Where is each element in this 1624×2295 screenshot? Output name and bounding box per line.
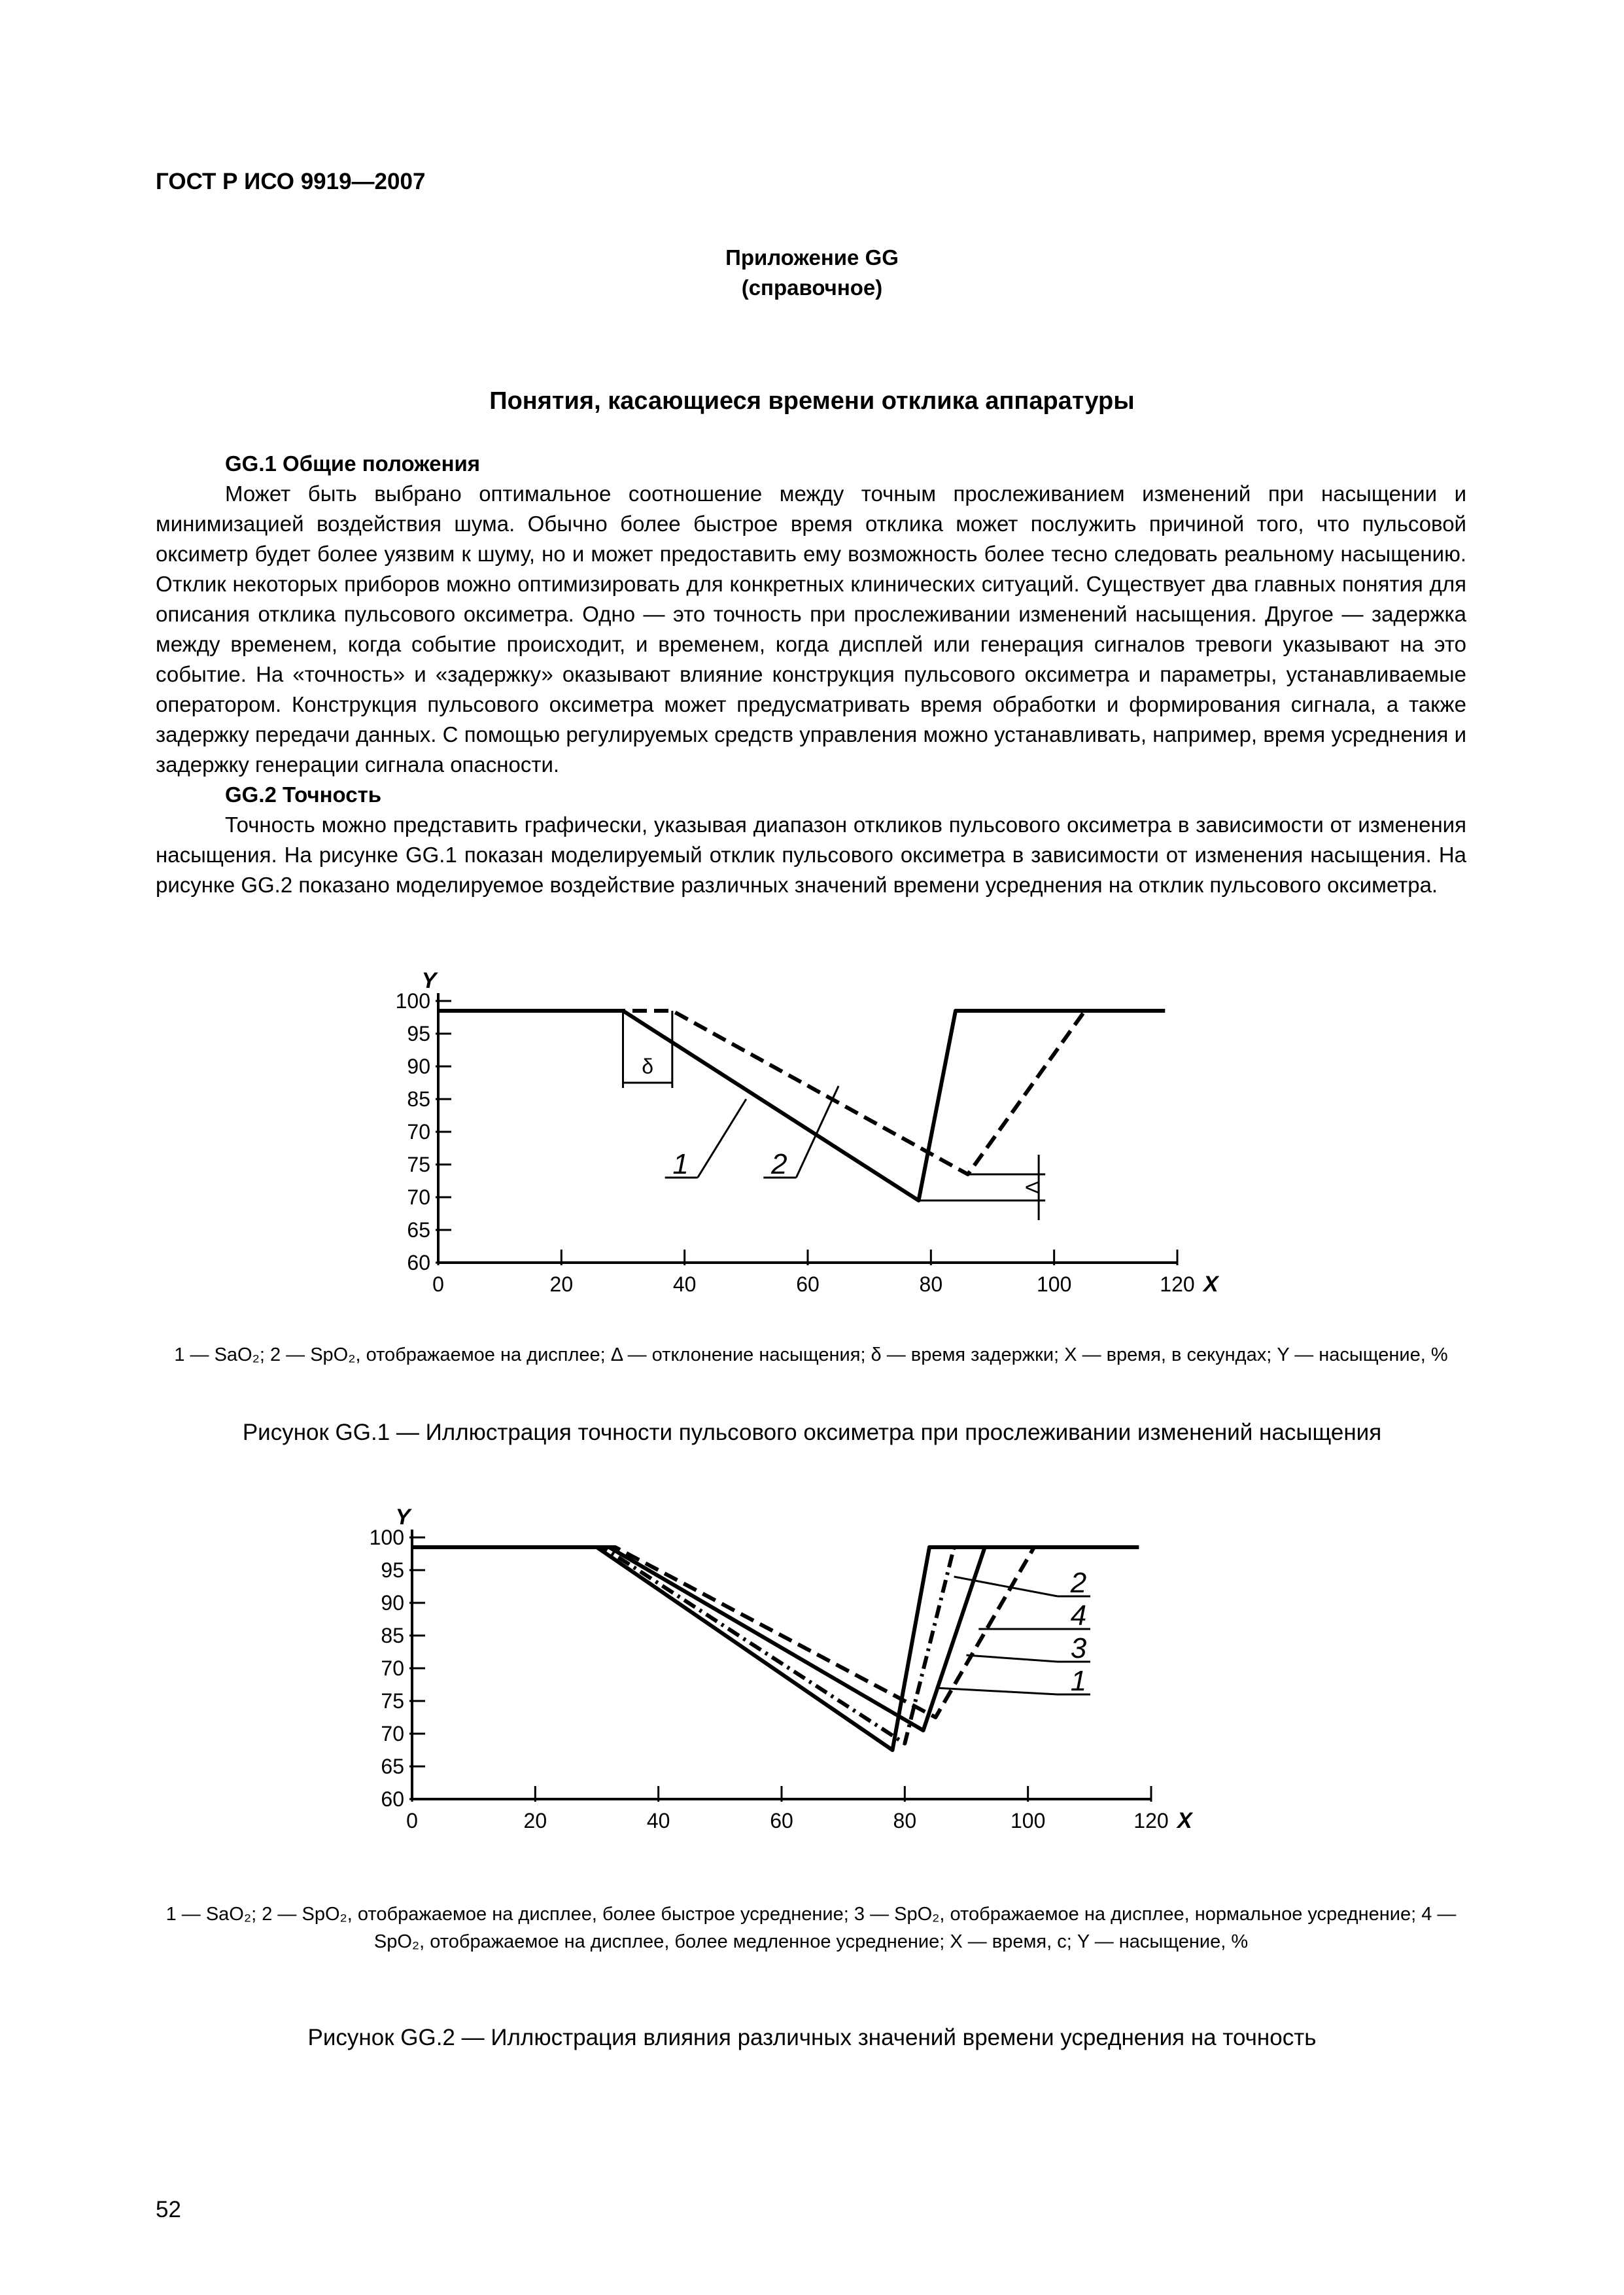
y-tick-label: 65 <box>407 1218 430 1242</box>
body-text <box>156 449 1466 900</box>
x-tick-label: 20 <box>523 1809 547 1832</box>
series-label: 1 <box>672 1148 689 1180</box>
y-tick-label: 90 <box>381 1591 404 1615</box>
deviation-label: Δ <box>1022 1180 1045 1195</box>
y-tick-label: 100 <box>395 989 430 1013</box>
x-tick-label: 80 <box>919 1272 943 1296</box>
x-tick-label: 120 <box>1160 1272 1195 1296</box>
figure-2-caption: Рисунок GG.2 — Иллюстрация влияния различных значений времени усреднения на точность <box>307 2025 1317 2050</box>
delay-label: δ <box>642 1055 654 1078</box>
section-heading: GG.1 Общие положения <box>225 451 481 476</box>
y-tick-label: 70 <box>381 1722 404 1745</box>
figure-2-chart <box>340 1498 1288 1851</box>
y-tick-label: 60 <box>381 1787 404 1811</box>
figure-1-caption: Рисунок GG.1 — Иллюстрация точности пульсового оксиметра при прослеживании изменений насыщения <box>242 1420 1382 1445</box>
y-tick-label: 85 <box>381 1624 404 1647</box>
x-axis-label: X <box>1203 1272 1218 1297</box>
section-heading: GG.2 Точность <box>225 782 382 807</box>
series-label: 1 <box>1070 1665 1087 1697</box>
x-axis-label: X <box>1177 1808 1192 1833</box>
leader-line <box>698 1099 746 1178</box>
y-tick-label: 90 <box>407 1055 430 1078</box>
y-axis-label: Y <box>421 968 437 993</box>
leader-line <box>935 1688 1058 1694</box>
figure-1-legend: 1 — SaO₂; 2 — SpO₂, отображаемое на дисплее; Δ — отклонение насыщения; δ — время задержки; X — время, в секундах; Y — насыщение, % <box>174 1344 1448 1365</box>
series-label: 4 <box>1070 1600 1087 1632</box>
series-label: 2 <box>771 1148 787 1180</box>
x-tick-label: 40 <box>646 1809 670 1832</box>
figure-2-legend: 1 — SaO₂; 2 — SpO₂, отображаемое на дисплее, более быстрое усреднение; 3 — SpO₂, отображаемое на дисплее, нормальное усреднение; 4 — SpO₂, отображаемое на дисплее, более медленное усреднение; X — время, с; Y — насыщение, % <box>165 1904 1457 1952</box>
y-tick-label: 65 <box>381 1755 404 1778</box>
x-tick-label: 100 <box>1010 1809 1046 1832</box>
annex-type: (справочное) <box>741 275 883 300</box>
y-tick-label: 70 <box>407 1185 430 1209</box>
annex-title: Приложение GG <box>725 245 899 270</box>
y-axis-label: Y <box>395 1505 411 1530</box>
x-tick-label: 120 <box>1133 1809 1169 1832</box>
y-tick-label: 70 <box>381 1656 404 1680</box>
figure-1-chart <box>340 968 1288 1308</box>
series-label: 3 <box>1070 1632 1087 1664</box>
x-tick-label: 60 <box>770 1809 793 1832</box>
series-label: 2 <box>1070 1567 1087 1599</box>
y-tick-label: 75 <box>381 1689 404 1713</box>
x-tick-label: 80 <box>893 1809 917 1832</box>
series-line-2 <box>438 1011 1165 1174</box>
x-tick-label: 20 <box>549 1272 574 1296</box>
x-tick-label: 100 <box>1036 1272 1072 1296</box>
section-paragraph: Может быть выбрано оптимальное соотношение между точным прослеживанием изменений при насыщении и минимизацией воздействия шума. Обычно более быстрое время отклика может послужить причиной того, что пульсовой оксиметр будет более уязвим к шуму, но и может предоставить ему возможность более тесно следовать реальному насыщению. Отклик некоторых приборов можно оптимизировать для конкретных клинических ситуаций. Существует два главных понятия для описания отклика пульсового оксиметра. Одно — это точность при прослеживании изменений насыщения. Другое — задержка между временем, когда событие происходит, и временем, когда дисплей или генерация сигналов тревоги указывают на это событие. На «точность» и «задержку» оказывают влияние конструкция пульсового оксиметра и параметры, устанавливаемые оператором. Конструкция пульсового оксиметра может предусматривать время обработки и формирования сигнала, а также задержку передачи данных. С помощью регулируемых средств управления можно устанавливать, например, время усреднения и задержку генерации сигнала опасности. <box>156 482 1466 777</box>
y-tick-label: 95 <box>407 1022 430 1045</box>
x-tick-label: 0 <box>432 1272 444 1296</box>
series-line-1 <box>438 1011 1165 1200</box>
y-tick-label: 75 <box>407 1153 430 1176</box>
series-line-1 <box>412 1547 1139 1750</box>
y-tick-label: 60 <box>407 1251 430 1274</box>
leader-line <box>967 1655 1058 1662</box>
x-tick-label: 60 <box>796 1272 820 1296</box>
x-tick-label: 40 <box>672 1272 697 1296</box>
x-tick-label: 0 <box>406 1809 418 1832</box>
section-paragraph: Точность можно представить графически, указывая диапазон откликов пульсового оксиметра в зависимости от изменения насыщения. На рисунке GG.1 показан моделируемый отклик пульсового оксиметра в зависимости от изменения насыщения. На рисунке GG.2 показано моделируемое воздействие различных значений времени усреднения на отклик пульсового оксиметра. <box>156 813 1466 897</box>
page-title: Понятия, касающиеся времени отклика аппаратуры <box>489 387 1135 415</box>
y-tick-label: 85 <box>407 1087 430 1111</box>
series-line-4 <box>412 1547 1139 1717</box>
page-number: 52 <box>156 2197 181 2222</box>
leader-line <box>796 1086 838 1178</box>
series-line-3 <box>412 1547 1139 1730</box>
y-tick-label: 100 <box>369 1526 404 1549</box>
y-tick-label: 95 <box>381 1558 404 1582</box>
standard-header: ГОСТ Р ИСО 9919—2007 <box>156 169 426 194</box>
y-tick-label: 70 <box>407 1120 430 1144</box>
